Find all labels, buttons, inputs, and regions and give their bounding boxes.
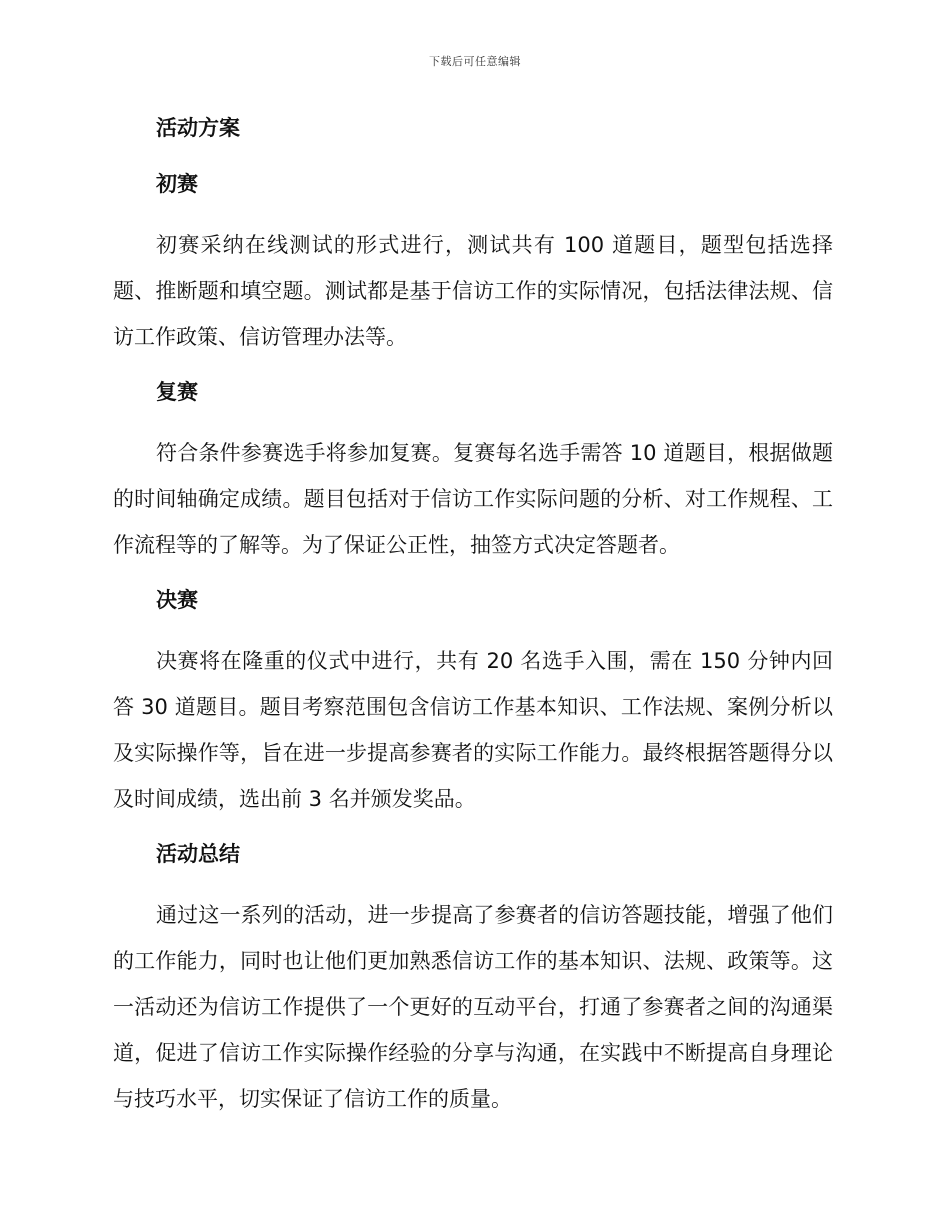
section-heading-summary: 活动总结 (156, 842, 240, 866)
paragraph-summary: 通过这一系列的活动，进一步提高了参赛者的信访答题技能，增强了他们的工作能力，同时也让他们更加熟悉信访工作的基本知识、法规、政策等。这一活动还为信访工作提供了一个更好的互动平台，打通了参赛者之间的沟通渠道，促进了信访工作实际操作经验的分享与沟通，在实践中不断提高自身理论与技巧水平，切实保证了信访工作的质量。 (113, 903, 833, 1111)
paragraph-final: 决赛将在隆重的仪式中进行，共有 20 名选手入围，需在 150 分钟内回答 30 道题目。题目考察范围包含信访工作基本知识、工作法规、案例分析以及实际操作等，旨在进一步提高参赛者的实际工作能力。最终根据答题得分以及时间成绩，选出前 3 名并颁发奖品。 (113, 649, 833, 811)
section-heading-plan: 活动方案 (156, 116, 240, 140)
section-heading-semifinal: 复赛 (156, 380, 198, 404)
paragraph-semifinal: 符合条件参赛选手将参加复赛。复赛每名选手需答 10 道题目，根据做题的时间轴确定成绩。题目包括对于信访工作实际问题的分析、对工作规程、工作流程等的了解等。为了保证公正性，抽签方式决定答题者。 (113, 441, 833, 557)
page-header: 下载后可任意编辑 (429, 55, 521, 68)
paragraph-preliminary: 初赛采纳在线测试的形式进行，测试共有 100 道题目，题型包括选择题、推断题和填空题。测试都是基于信访工作的实际情况，包括法律法规、信访工作政策、信访管理办法等。 (113, 233, 833, 349)
section-heading-final: 决赛 (156, 588, 198, 612)
section-heading-preliminary: 初赛 (156, 172, 198, 196)
document-body (113, 110, 833, 1136)
